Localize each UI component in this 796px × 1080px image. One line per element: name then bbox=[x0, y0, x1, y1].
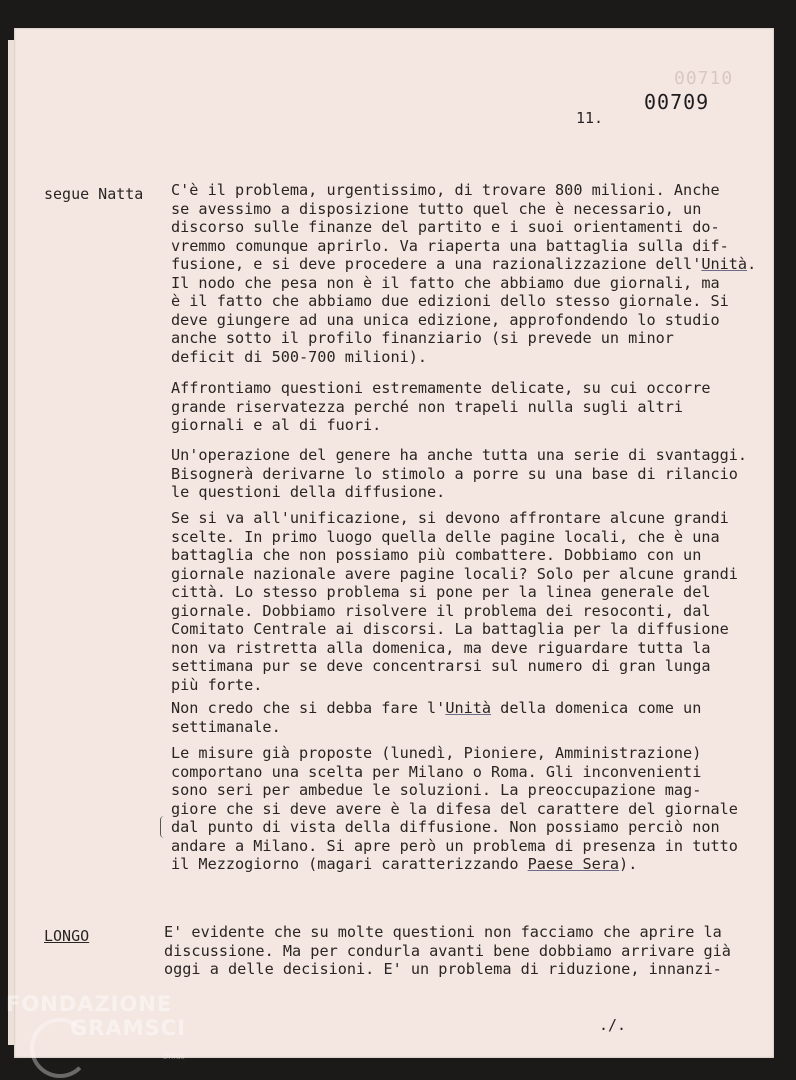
speaker-natta: segue Natta bbox=[44, 185, 144, 203]
paragraph-4: Se si va all'unificazione, si devono affrontare alcune grandi scelte. In primo luogo quella delle pagine locali, che è una battaglia che non possiamo più combattere. Dobbiamo con un giornale nazionale avere pagine locali? Solo per alcune grandi città. Lo stesso problema si pone per la linea generale del giornale. Dobbiamo risolvere il problema dei resoconti, dal Comitato Centrale ai discorsi. La battaglia per la diffusione non va ristretta alla domenica, ma deve riguardare tutta la settimana pur se deve concentrarsi sul numero di gran lunga più forte. bbox=[171, 509, 738, 694]
paragraph-1: C'è il problema, urgentissimo, di trovare 800 milioni. Anche se avessimo a disposizione tutto quel che è necessario, un discorso sulle finanze del partito e i suoi orientamenti do- vremmo comunque aprirlo. Va riaperta una battaglia sulla dif- fusione, e si deve procedere a una razionalizzazione dell'Unità. Il nodo che pesa non è il fatto che abbiamo due giornali, ma è il fatto che abbiamo due edizioni dello stesso giornale. Si deve giungere ad una unica edizione, approfondendo lo studio anche sotto il profilo finanziario (si prevede un minor deficit di 500-700 milioni). bbox=[171, 181, 757, 366]
paragraph-2: Affrontiamo questioni estremamente delicate, su cui occorre grande riservatezza perché non trapeli nulla sugli altri giornali e al di fuori. bbox=[171, 379, 711, 434]
watermark-g-logo-icon bbox=[30, 1018, 90, 1078]
page-number: 11. bbox=[576, 109, 604, 127]
document-number: 00709 bbox=[644, 90, 710, 114]
speaker-longo: LONGO bbox=[44, 927, 90, 945]
continuation-mark: ./. bbox=[599, 1016, 627, 1034]
paragraph-5: Non credo che si debba fare l'Unità della domenica come un settimanale. bbox=[171, 699, 702, 736]
paragraph-longo: E' evidente che su molte questioni non facciamo che aprire la discussione. Ma per condurla avanti bene dobbiamo arrivare già oggi a delle decisioni. E' un problema di riduzione, innanzi- bbox=[164, 923, 731, 978]
watermark-sub: Onlus bbox=[162, 1052, 185, 1061]
underlined-title: Unità bbox=[701, 255, 748, 273]
underlined-title: Paese Sera bbox=[527, 855, 620, 873]
document-page bbox=[14, 28, 774, 1058]
watermark-line2: GRAMSCI bbox=[70, 1016, 186, 1040]
paragraph-3: Un'operazione del genere ha anche tutta una serie di svantaggi. Bisognerà derivarne lo stimolo a porre su una base di rilancio le questioni della diffusione. bbox=[171, 446, 748, 501]
watermark-line1: FONDAZIONE bbox=[6, 992, 173, 1016]
handwritten-margin-mark bbox=[160, 816, 167, 838]
ghost-document-number: 00710 bbox=[674, 68, 734, 89]
paragraph-6: Le misure già proposte (lunedì, Pioniere, Amministrazione) comportano una scelta per Milano o Roma. Gli inconvenienti sono seri per ambedue le soluzioni. La preoccupazione mag- giore che si deve avere è la difesa del carattere del giornale dal punto di vista della diffusione. Non possiamo perciò non andare a Milano. Si apre però un problema di presenza in tutto il Mezzogiorno (magari caratterizzando Paese Sera). bbox=[171, 744, 738, 873]
underlined-title: Unità bbox=[445, 699, 492, 717]
